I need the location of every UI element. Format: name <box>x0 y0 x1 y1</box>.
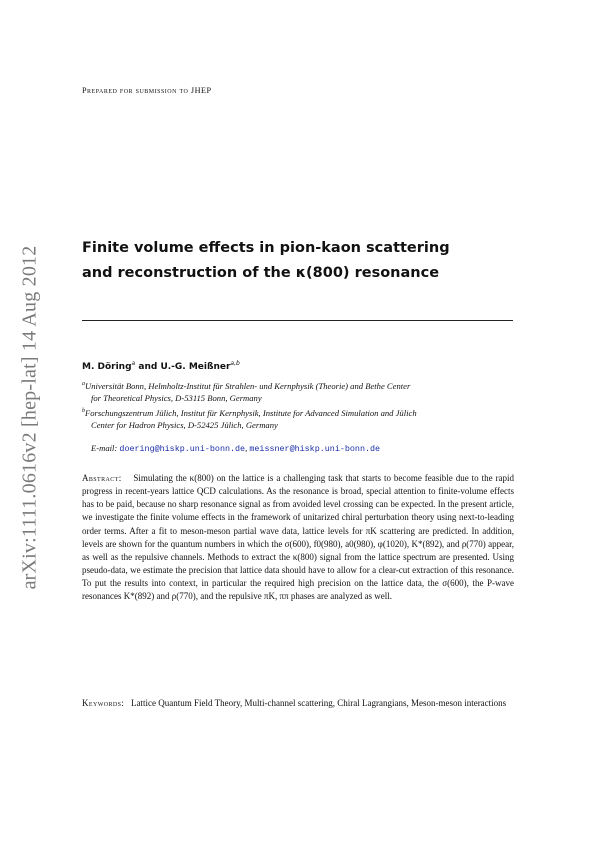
affiliation-a-mark: a <box>82 381 85 387</box>
keywords-label: Keywords: <box>82 698 125 708</box>
email-label: E-mail: <box>91 443 118 453</box>
email-link-doering[interactable]: doering@hiskp.uni-bonn.de <box>119 444 246 454</box>
abstract-text: Simulating the κ(800) on the lattice is a challenging task that starts to become feasible due to the rapid progress in recent-years lattice QCD calculations. As the resonance is broad, special attention to finite-volume effects has to be paid, because no sharp resonance signal as from avoided level crossing can be expected. In the present article, we investigate the finite volume effects in the framework of unitarized chiral perturbation theory using next-to-leading order terms. After a fit to meson-meson partial wave data, lattice levels for πK scattering are predicted. In addition, levels are shown for the quantum numbers in which the σ(600), f0(980), a0(980), φ(1020), K*(892), and ρ(770) appear, as well as the repulsive channels. Methods to extract the κ(800) signal from the lattice spectrum are presented. Using pseudo-data, we estimate the precision that lattice data should have to allow for a clear-cut extraction of this resonance. To put the results into context, in particular the required high precision on the lattice data, the σ(600), the P-wave resonances K*(892) and ρ(770), and the repulsive πK, ππ phases are analyzed as well. <box>82 473 514 602</box>
paper-title <box>82 236 512 286</box>
submission-note: Prepared for submission to JHEP <box>82 86 212 95</box>
abstract <box>82 472 514 604</box>
arxiv-id: arXiv:1111.0616v2 [hep-lat] 14 Aug 2012 <box>18 245 41 589</box>
abstract-label: Abstract: <box>82 473 122 483</box>
email-separator: , <box>245 443 250 453</box>
author-2: U.-G. Meißner <box>160 362 231 372</box>
affiliation-b-mark: b <box>82 408 85 414</box>
email-link-meissner[interactable]: meissner@hiskp.uni-bonn.de <box>249 444 381 454</box>
affiliation-b-line-1: Forschungszentrum Jülich, Institut für Kernphysik, Institute for Advanced Simulation and Jülich <box>85 407 417 418</box>
author-1: M. Döring <box>82 362 132 372</box>
arxiv-stamp <box>18 242 42 592</box>
title-line-1: Finite volume effects in pion-kaon scattering <box>82 240 450 256</box>
keywords <box>82 697 514 710</box>
affiliation-a-line-1: Universität Bonn, Helmholtz-Institut für Strahlen- und Kernphysik (Theorie) and Bethe Center <box>85 380 411 391</box>
affiliation-b <box>82 405 514 432</box>
author-1-mark: a <box>131 360 136 367</box>
keywords-text: Lattice Quantum Field Theory, Multi-channel scattering, Chiral Lagrangians, Meson-meson interactions <box>131 698 507 708</box>
email-line <box>91 443 380 454</box>
author-2-mark: a,b <box>230 360 240 367</box>
affiliation-a-line-2: for Theoretical Physics, D-53115 Bonn, Germany <box>91 393 262 404</box>
authors <box>82 360 240 372</box>
affiliation-b-line-2: Center for Hadron Physics, D-52425 Jülich, Germany <box>91 420 278 431</box>
affiliation-a <box>82 378 514 405</box>
title-rule <box>82 320 513 321</box>
title-line-2: and reconstruction of the κ(800) resonance <box>82 265 440 281</box>
author-separator: and <box>135 362 161 372</box>
